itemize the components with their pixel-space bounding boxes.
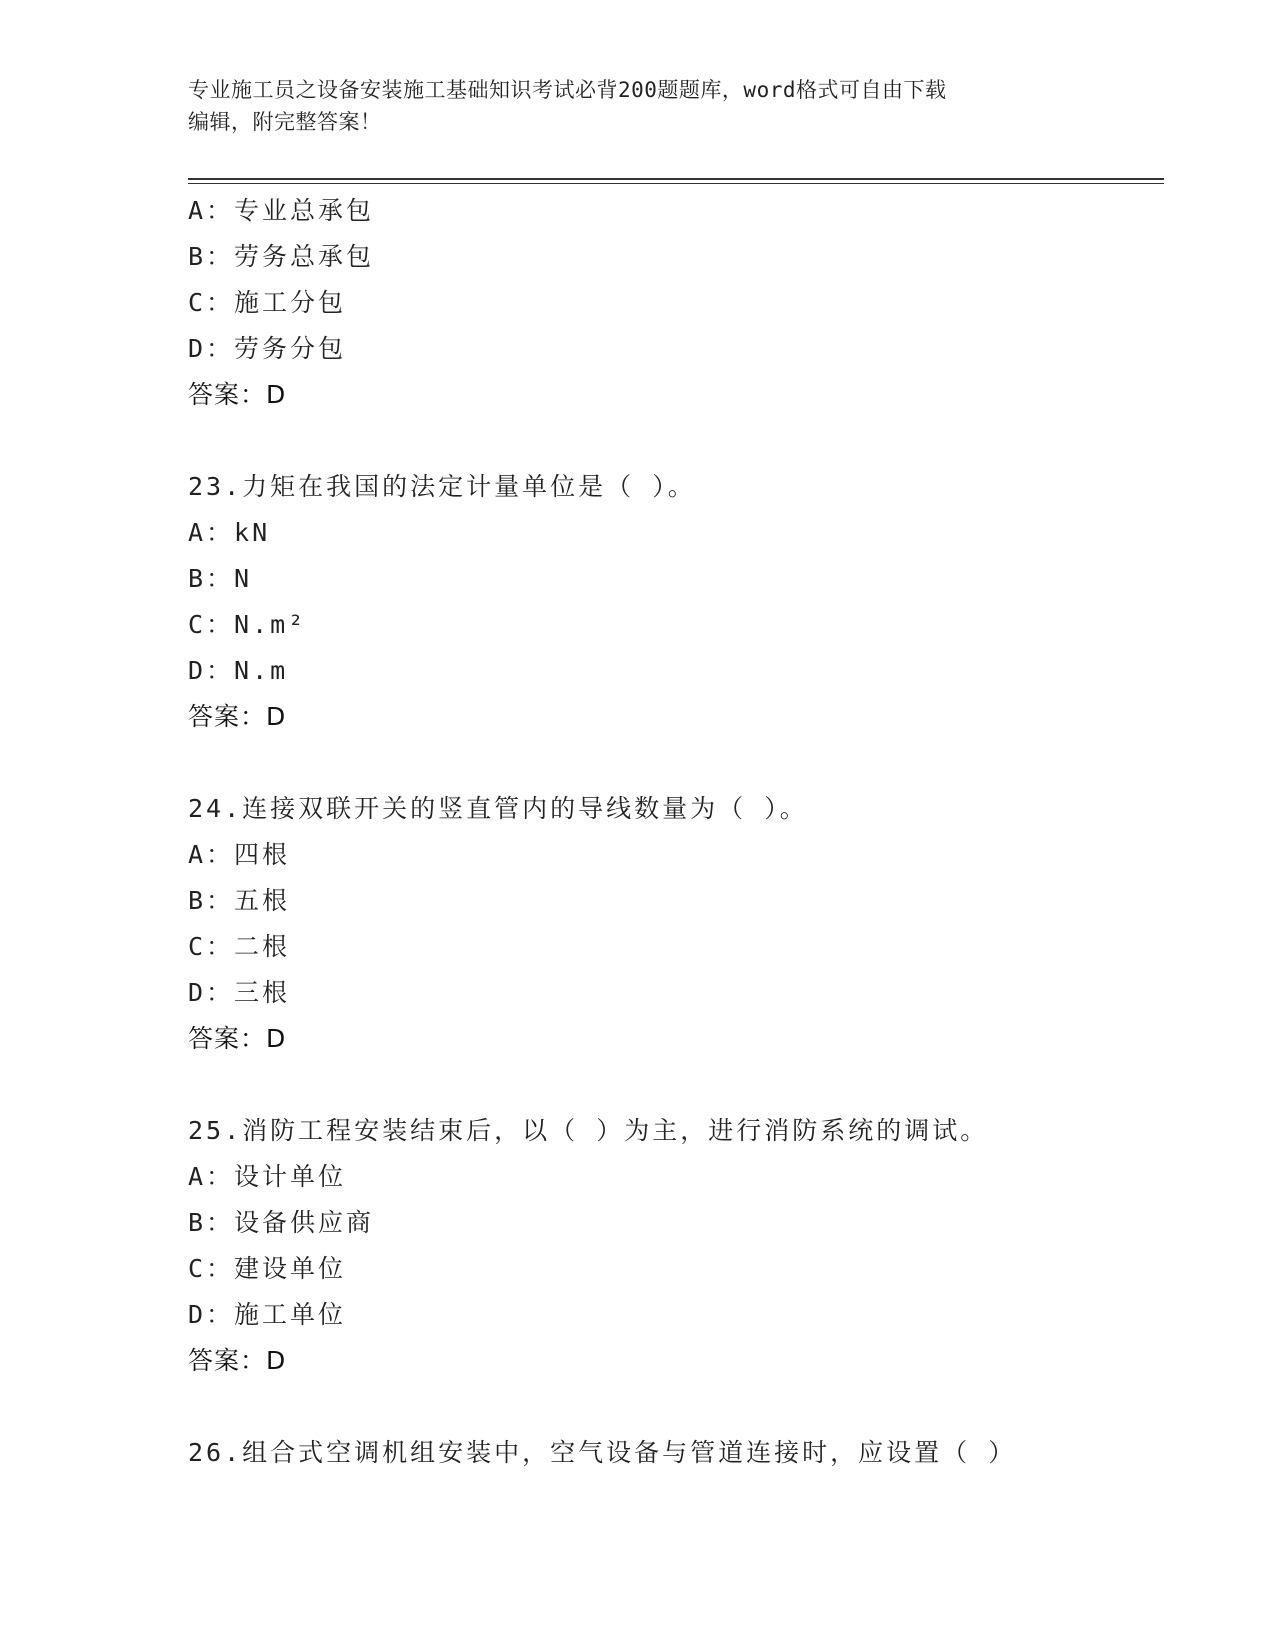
question-26 bbox=[188, 1430, 1148, 1476]
spacer bbox=[188, 1384, 1148, 1430]
answer-line: 答案：D bbox=[188, 380, 287, 409]
question-text: 25.消防工程安装结束后，以（ ）为主，进行消防系统的调试。 bbox=[188, 1116, 989, 1145]
option-b: B：设备供应商 bbox=[188, 1208, 375, 1237]
option-d: D：劳务分包 bbox=[188, 334, 347, 363]
answer-line: 答案：D bbox=[188, 702, 287, 731]
question-23 bbox=[188, 464, 1148, 740]
header-line-2: 编辑，附完整答案！ bbox=[188, 110, 382, 134]
spacer bbox=[188, 740, 1148, 786]
question-24 bbox=[188, 786, 1148, 1062]
option-b: B：N bbox=[188, 564, 253, 593]
option-c: C：二根 bbox=[188, 932, 291, 961]
header-divider-thick bbox=[188, 178, 1164, 180]
header-divider-thin bbox=[188, 183, 1164, 184]
option-b: B：劳务总承包 bbox=[188, 242, 375, 271]
answer-line: 答案：D bbox=[188, 1346, 287, 1375]
option-d: D：三根 bbox=[188, 978, 291, 1007]
option-c: C：施工分包 bbox=[188, 288, 347, 317]
document-header bbox=[188, 74, 1088, 138]
option-a: A：专业总承包 bbox=[188, 196, 375, 225]
question-text: 24.连接双联开关的竖直管内的导线数量为（ ）。 bbox=[188, 794, 808, 823]
option-b: B：五根 bbox=[188, 886, 291, 915]
option-a: A：设计单位 bbox=[188, 1162, 347, 1191]
question-list bbox=[188, 188, 1148, 1476]
question-22 bbox=[188, 188, 1148, 418]
question-text: 26.组合式空调机组安装中，空气设备与管道连接时，应设置（ ） bbox=[188, 1438, 1017, 1467]
option-a: A：四根 bbox=[188, 840, 291, 869]
spacer bbox=[188, 1062, 1148, 1108]
question-text: 23.力矩在我国的法定计量单位是（ ）。 bbox=[188, 472, 696, 501]
option-c: C：建设单位 bbox=[188, 1254, 347, 1283]
option-d: D：N.m bbox=[188, 656, 289, 685]
header-line-1: 专业施工员之设备安装施工基础知识考试必背200题题库，word格式可自由下载 bbox=[188, 78, 947, 102]
option-a: A：kN bbox=[188, 518, 271, 547]
option-d: D：施工单位 bbox=[188, 1300, 347, 1329]
question-25 bbox=[188, 1108, 1148, 1384]
answer-line: 答案：D bbox=[188, 1024, 287, 1053]
option-c: C：N.m² bbox=[188, 610, 307, 639]
spacer bbox=[188, 418, 1148, 464]
